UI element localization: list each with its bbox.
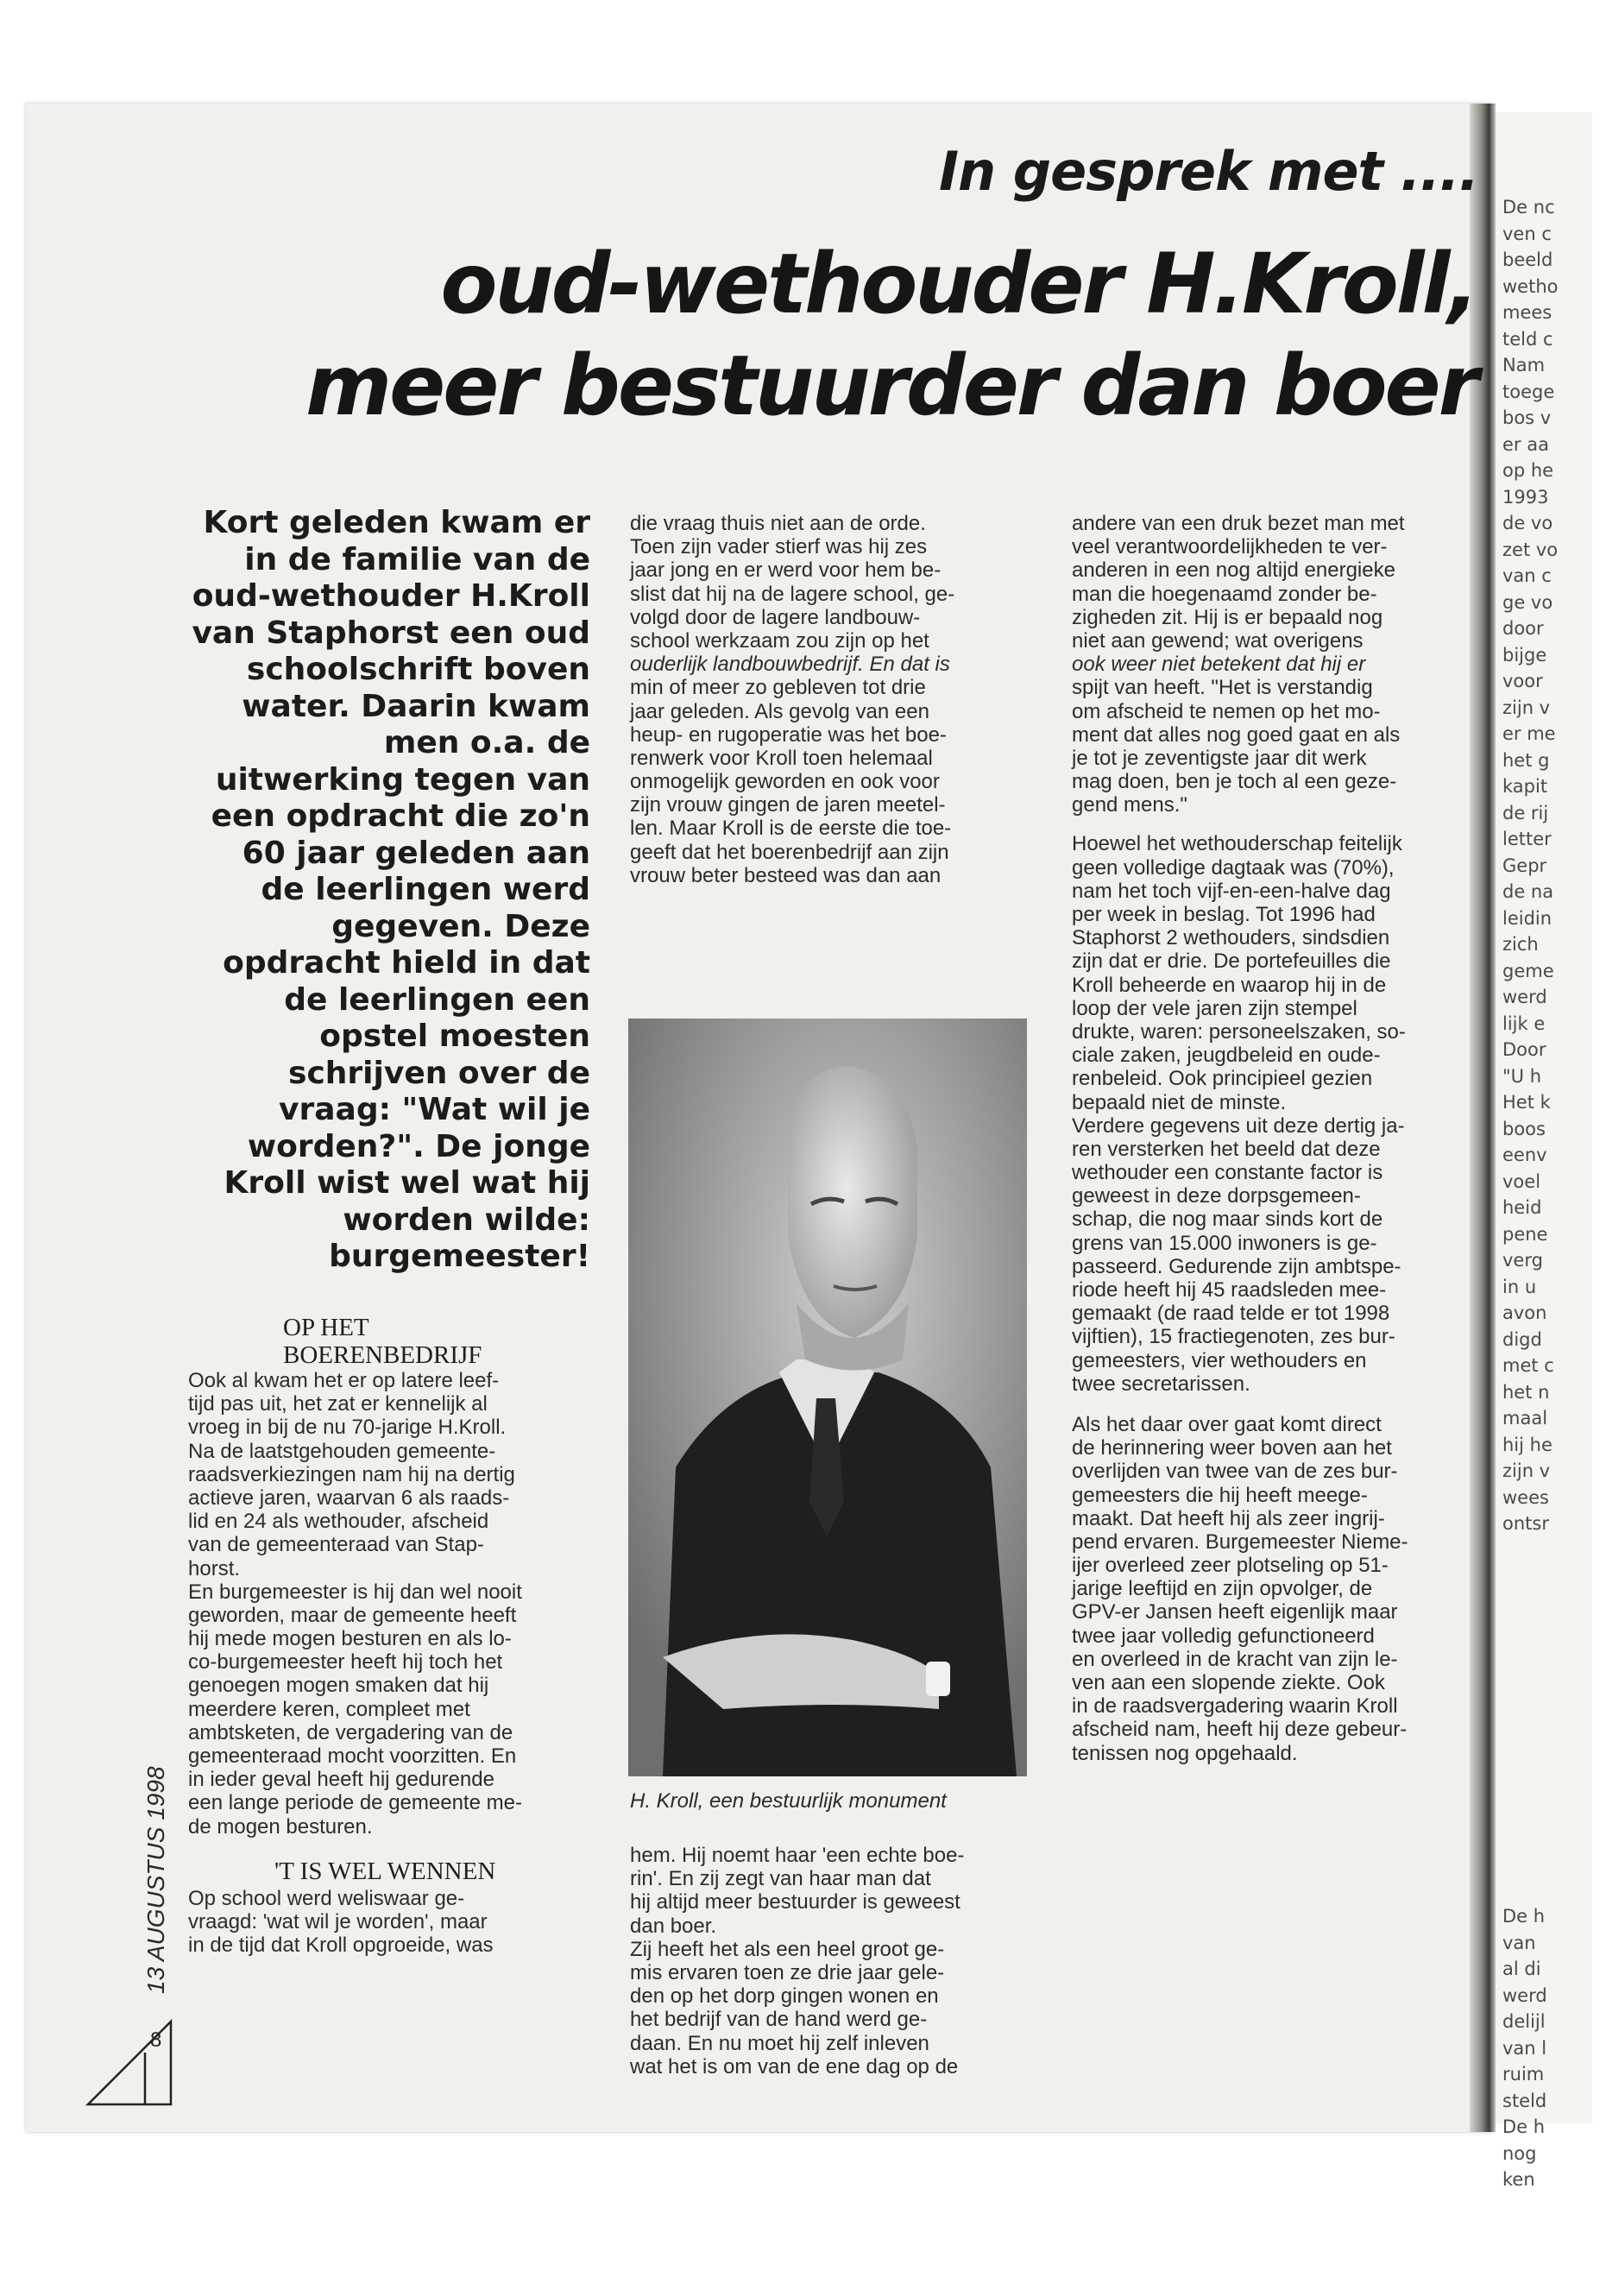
body-line: wat het is om van de ene dag op de — [630, 2054, 959, 2078]
body-line: in de raadsvergadering waarin Kroll — [1072, 1694, 1398, 1719]
next-page-fragment: het n — [1502, 1381, 1550, 1403]
body-line: jarige leeftijd en zijn opvolger, de — [1072, 1577, 1373, 1601]
body-line: man die hoegenaamd zonder be- — [1072, 582, 1377, 606]
next-page-fragment: ontsr — [1502, 1513, 1549, 1534]
body-line: vroeg in bij de nu 70-jarige H.Kroll. — [188, 1416, 507, 1440]
body-line: anderen in een nog altijd energieke — [1072, 558, 1395, 583]
body-line: Op school werd weliswaar ge- — [188, 1886, 465, 1910]
body-line: Ook al kwam het er op latere leef- — [188, 1369, 500, 1392]
next-page-fragment: van c — [1502, 565, 1552, 586]
body-line: Na de laatstgehouden gemeente- — [188, 1439, 496, 1463]
next-page-fragment: heid — [1502, 1197, 1542, 1218]
next-page-fragment: letter — [1502, 829, 1552, 849]
next-page-fragment: voel — [1502, 1170, 1541, 1192]
portrait-photo — [628, 1019, 1027, 1776]
body-line: den op het dorp gingen wonen en — [630, 1984, 939, 2009]
body-line: van de gemeenteraad van Stap- — [188, 1533, 484, 1557]
intro-line: de leerlingen een — [284, 981, 590, 1018]
body-line: co-burgemeester heeft hij toch het — [188, 1650, 503, 1675]
article-intro — [183, 505, 590, 1276]
body-line: hij mede mogen besturen en als lo- — [188, 1627, 512, 1651]
next-page-fragment: mees — [1502, 302, 1552, 323]
subhead-op-het-boerenbedrijf — [188, 1314, 594, 1369]
next-page-fragment: nog — [1502, 2142, 1537, 2164]
next-page-fragment: ruim — [1502, 2064, 1545, 2085]
body-line: ment dat alles nog goed gaat en als — [1072, 722, 1401, 747]
article-kicker: In gesprek met .... — [938, 140, 1478, 203]
body-line: twee secretarissen. — [1072, 1372, 1250, 1396]
next-page-fragment: Het k — [1502, 1092, 1551, 1113]
next-page-fragment: op he — [1502, 460, 1554, 481]
subhead-line: BOERENBEDRIJF — [283, 1341, 482, 1369]
page-number: 8 — [150, 2028, 162, 2052]
next-page-fragment: met c — [1502, 1355, 1554, 1376]
next-page-fragment: delijl — [1502, 2011, 1546, 2032]
body-line: je tot je zeventigste jaar dit werk — [1072, 746, 1367, 770]
next-page-fragment: eenv — [1502, 1145, 1547, 1165]
body-line: Als het daar over gaat komt direct — [1072, 1412, 1382, 1436]
body-line: En burgemeester is hij dan wel nooit — [188, 1580, 522, 1604]
body-line: Hoewel het wethouderschap feitelijk — [1072, 832, 1402, 856]
column-1 — [188, 1314, 594, 1957]
body-line: om afscheid te nemen op het mo- — [1072, 699, 1381, 723]
next-page-fragment: avon — [1502, 1303, 1547, 1323]
intro-line: de leerlingen werd — [261, 872, 590, 907]
body-line: het bedrijf van de hand werd ge- — [630, 2008, 928, 2032]
next-page-fragment: Gepr — [1502, 855, 1547, 876]
intro-line: schoolschrift boven — [246, 652, 590, 687]
body-line: drukte, waren: personeelszaken, so- — [1072, 1019, 1406, 1044]
body-line: hem. Hij noemt haar 'een echte boe- — [630, 1844, 965, 1867]
headline-line: meer bestuurder dan boer — [305, 337, 1477, 434]
body-line: jaar geleden. Als gevolg van een — [630, 699, 929, 723]
body-line: passeerd. Gedurende zijn ambtspe- — [1072, 1254, 1401, 1278]
body-line: pend ervaren. Burgemeester Nieme- — [1072, 1530, 1408, 1554]
next-page-fragment: ken — [1502, 2169, 1535, 2190]
issue-date: 13 AUGUSTUS 1998 — [142, 1766, 169, 1994]
body-line: Kroll beheerde en waarop hij in de — [1072, 973, 1387, 997]
next-page-fragment: digd — [1502, 1328, 1542, 1350]
next-page-fragment: de vo — [1502, 513, 1553, 533]
next-page-fragment: steld — [1502, 2090, 1547, 2111]
body-line: nam het toch vijf-en-een-halve dag — [1072, 879, 1391, 903]
body-line: Toen zijn vader stierf was hij zes — [630, 535, 928, 559]
body-line: grens van 15.000 inwoners is ge- — [1072, 1231, 1377, 1255]
next-page-fragment: door — [1502, 618, 1544, 639]
next-page-fragment: zijn v — [1502, 1460, 1551, 1481]
body-line: horst. — [188, 1556, 241, 1580]
next-page-fragment: De h — [1502, 2116, 1546, 2137]
body-line: wethouder een constante factor is — [1072, 1161, 1383, 1185]
column-3-paragraph-3 — [1072, 1413, 1469, 1765]
body-line: zijn vrouw gingen de jaren meetel- — [630, 793, 946, 817]
body-line: vrouw beter besteed was dan aan — [630, 863, 942, 887]
intro-line: opdracht hield in dat — [223, 945, 590, 981]
next-page-fragment: verg — [1502, 1250, 1543, 1271]
next-page-column-bottom — [1502, 1903, 1606, 2193]
intro-line: Kroll wist wel wat hij — [224, 1165, 590, 1201]
body-line: gemeesters, vier wethouders en — [1072, 1348, 1367, 1372]
body-line: geworden, maar de gemeente heeft — [188, 1603, 517, 1627]
next-page-fragment: voor — [1502, 671, 1543, 691]
intro-line: worden wilde: — [343, 1202, 590, 1238]
body-line: per week in beslag. Tot 1996 had — [1072, 903, 1376, 926]
intro-line: water. Daarin kwam — [242, 688, 590, 724]
intro-line: opstel moesten — [319, 1019, 590, 1054]
body-line: Staphorst 2 wethouders, sindsdien — [1072, 926, 1390, 950]
next-page-fragment: in u — [1502, 1276, 1537, 1297]
body-line: afscheid nam, heeft hij deze gebeur- — [1072, 1718, 1408, 1742]
body-line: volgd door de lagere landbouw- — [630, 605, 921, 629]
body-line: ambtsketen, de vergadering van de — [188, 1720, 513, 1744]
next-page-fragment: de rij — [1502, 802, 1549, 823]
body-line: daan. En nu moet hij zelf inleven — [630, 2031, 929, 2055]
next-page-fragment: teld c — [1502, 328, 1553, 350]
subhead-line: OP HET — [283, 1314, 369, 1341]
next-page-fragment: toege — [1502, 381, 1555, 402]
body-line: ren versterken het beeld dat deze — [1072, 1137, 1381, 1161]
intro-line: van Staphorst een oud — [192, 615, 590, 651]
next-page-fragment: ge vo — [1502, 591, 1553, 613]
column-1-paragraph-1 — [188, 1369, 594, 1839]
body-line: renwerk voor Kroll toen helemaal — [630, 746, 933, 770]
next-page-fragment: Nam — [1502, 355, 1546, 375]
body-line: GPV-er Jansen heeft eigenlijk maar — [1072, 1600, 1398, 1624]
subhead-t-is-wel-wennen: 'T IS WEL WENNEN — [274, 1857, 496, 1885]
next-page-column-top — [1502, 194, 1606, 1537]
body-line: len. Maar Kroll is de eerste die toe- — [630, 817, 952, 841]
next-page-fragment: wetho — [1502, 275, 1559, 297]
next-page-fragment: van — [1502, 1932, 1536, 1953]
intro-line: vraag: "Wat wil je — [279, 1092, 590, 1127]
intro-line: worden?". De jonge — [247, 1128, 590, 1164]
intro-line: men o.a. de — [383, 725, 590, 760]
body-line: ouderlijk landbouwbedrijf. En dat is — [630, 653, 950, 677]
body-line: slist dat hij na de lagere school, ge- — [630, 582, 955, 606]
next-page-fragment: van l — [1502, 2037, 1547, 2059]
body-line: maakt. Dat heeft hij als zeer ingrij- — [1072, 1506, 1385, 1530]
next-page-fragment: De nc — [1502, 197, 1555, 218]
body-line: gemeesters die hij heeft meege- — [1072, 1483, 1368, 1507]
intro-line: Kort geleden kwam er — [203, 505, 590, 540]
page-number-triangle — [85, 2020, 179, 2106]
next-page-fragment: maal — [1502, 1408, 1548, 1429]
body-line: geen volledige dagtaak was (70%), — [1072, 855, 1395, 880]
body-line: twee jaar volledig gefunctioneerd — [1072, 1624, 1375, 1648]
intro-line: oud-wethouder H.Kroll — [192, 578, 590, 614]
body-line: gemeenteraad mocht voorzitten. En — [188, 1744, 517, 1768]
body-line: onmogelijk geworden en ook voor — [630, 770, 940, 794]
portrait-illustration — [628, 1019, 1027, 1776]
next-page-edge — [1496, 112, 1592, 2190]
body-line: die vraag thuis niet aan de orde. — [630, 512, 926, 535]
next-page-fragment: kapit — [1502, 776, 1548, 797]
body-line: zigheden zit. Hij is er bepaald nog — [1072, 605, 1383, 629]
next-page-fragment: De h — [1502, 1906, 1546, 1927]
next-page-fragment: beeld — [1502, 249, 1553, 270]
body-line: geweest in deze dorpsgemeen- — [1072, 1184, 1361, 1208]
next-page-fragment: pene — [1502, 1223, 1548, 1245]
intro-line: schrijven over de — [288, 1055, 590, 1091]
body-line: genoegen mogen smaken dat hij — [188, 1674, 489, 1698]
next-page-fragment: zijn v — [1502, 697, 1551, 718]
body-line: ven aan een slopende ziekte. Ook — [1072, 1671, 1385, 1694]
body-line: spijt van heeft. "Het is verstandig — [1072, 676, 1373, 700]
body-line: de mogen besturen. — [188, 1814, 373, 1839]
next-page-fragment: geme — [1502, 960, 1554, 981]
body-line: school werkzaam zou zijn op het — [630, 628, 929, 653]
next-page-fragment: het g — [1502, 749, 1550, 771]
intro-line: 60 jaar geleden aan — [242, 835, 590, 871]
body-line: renbeleid. Ook principieel gezien — [1072, 1067, 1373, 1091]
photo-caption: H. Kroll, een bestuurlijk monument — [630, 1789, 947, 1813]
body-line: rin'. En zij zegt van haar man dat — [630, 1867, 931, 1891]
column-2-top — [630, 512, 1031, 887]
body-line: gend mens." — [1072, 793, 1187, 817]
body-line: in ieder geval heeft hij gedurende — [188, 1768, 494, 1792]
next-page-fragment: zet vo — [1502, 539, 1559, 560]
body-line: Verdere gegevens uit deze dertig ja- — [1072, 1113, 1405, 1138]
headline-line: oud-wethouder H.Kroll, — [440, 236, 1477, 332]
body-line: vraagd: 'wat wil je worden', maar — [188, 1909, 488, 1933]
next-page-fragment: al di — [1502, 1959, 1541, 1979]
body-line: geeft dat het boerenbedrijf aan zijn — [630, 840, 949, 864]
body-line: bepaald niet de minste. — [1072, 1090, 1287, 1114]
intro-line: burgemeester! — [329, 1239, 590, 1274]
intro-line: in de familie van de — [244, 541, 590, 577]
body-line: ciale zaken, jeugdbeleid en oude- — [1072, 1044, 1381, 1068]
body-line: de herinnering weer boven aan het — [1072, 1436, 1392, 1460]
body-line: en overleed in de kracht van zijn le- — [1072, 1647, 1398, 1671]
body-line: ijer overleed zeer plotseling op 51- — [1072, 1554, 1389, 1578]
column-3 — [1072, 512, 1469, 1765]
next-page-fragment: "U h — [1502, 1065, 1542, 1087]
intro-line: een opdracht die zo'n — [211, 798, 590, 834]
next-page-fragment: er me — [1502, 723, 1556, 744]
body-line: overlijden van twee van de zes bur- — [1072, 1460, 1398, 1484]
next-page-fragment: wees — [1502, 1486, 1549, 1508]
body-line: min of meer zo gebleven tot drie — [630, 676, 926, 700]
intro-line: uitwerking tegen van — [215, 761, 590, 798]
next-page-fragment: 1993 — [1502, 486, 1549, 508]
body-line: tijd pas uit, het zat er kennelijk al — [188, 1392, 488, 1416]
body-line: raadsverkiezingen nam hij na dertig — [188, 1462, 515, 1486]
body-line: niet aan gewend; wat overigens — [1072, 628, 1364, 653]
next-page-fragment: zich — [1502, 934, 1539, 955]
body-line: Zij heeft het als een heel groot ge- — [630, 1937, 945, 1961]
next-page-fragment: bijge — [1502, 644, 1547, 665]
next-page-fragment: werd — [1502, 987, 1547, 1007]
body-line: actieve jaren, waarvan 6 als raads- — [188, 1485, 510, 1510]
next-page-fragment: de na — [1502, 881, 1554, 902]
next-page-fragment: ven c — [1502, 223, 1552, 244]
column-2-bottom — [630, 1844, 1031, 2078]
body-line: ook weer niet betekent dat hij er — [1072, 653, 1366, 677]
body-line: zijn dat er drie. De portefeuilles die — [1072, 949, 1391, 974]
body-line: schap, die nog maar sinds kort de — [1072, 1208, 1383, 1232]
body-line: in de tijd dat Kroll opgroeide, was — [188, 1933, 494, 1958]
body-line: een lange periode de gemeente me- — [188, 1791, 522, 1815]
body-line: heup- en rugoperatie was het boe- — [630, 722, 947, 747]
next-page-fragment: Door — [1502, 1039, 1546, 1060]
column-3-paragraph-2 — [1072, 832, 1469, 1396]
column-1-paragraph-2 — [188, 1887, 594, 1958]
body-line: hij altijd meer bestuurder is geweest — [630, 1890, 960, 1914]
next-page-fragment: er aa — [1502, 433, 1549, 455]
body-line: meerdere keren, compleet met — [188, 1697, 470, 1721]
body-line: loop der vele jaren zijn stempel — [1072, 996, 1357, 1020]
body-line: vijftien), 15 fractiegenoten, zes bur- — [1072, 1325, 1395, 1349]
body-line: dan boer. — [630, 1914, 717, 1938]
column-3-paragraph-1 — [1072, 512, 1469, 817]
next-page-fragment: lijk e — [1502, 1012, 1546, 1034]
body-line: andere van een druk bezet man met — [1072, 512, 1405, 535]
body-line: jaar jong en er werd voor hem be- — [630, 558, 942, 583]
next-page-fragment: leidin — [1502, 907, 1552, 929]
body-line: tenissen nog opgehaald. — [1072, 1741, 1298, 1765]
body-line: gemaakt (de raad telde er tot 1998 — [1072, 1302, 1390, 1326]
next-page-fragment: boos — [1502, 1118, 1546, 1139]
body-line: veel verantwoordelijkheden te ver- — [1072, 535, 1388, 559]
body-line: mag doen, ben je toch al een geze- — [1072, 770, 1397, 794]
body-line: mis ervaren toen ze drie jaar gele- — [630, 1960, 945, 1984]
article-headline — [305, 233, 1477, 437]
body-line: riode heeft hij 45 raadsleden mee- — [1072, 1278, 1387, 1302]
next-page-fragment: hij he — [1502, 1434, 1552, 1455]
body-line: lid en 24 als wethouder, afscheid — [188, 1510, 489, 1534]
next-page-fragment: werd — [1502, 1984, 1547, 2006]
intro-line: gegeven. Deze — [331, 908, 590, 944]
next-page-fragment: bos v — [1502, 407, 1552, 428]
